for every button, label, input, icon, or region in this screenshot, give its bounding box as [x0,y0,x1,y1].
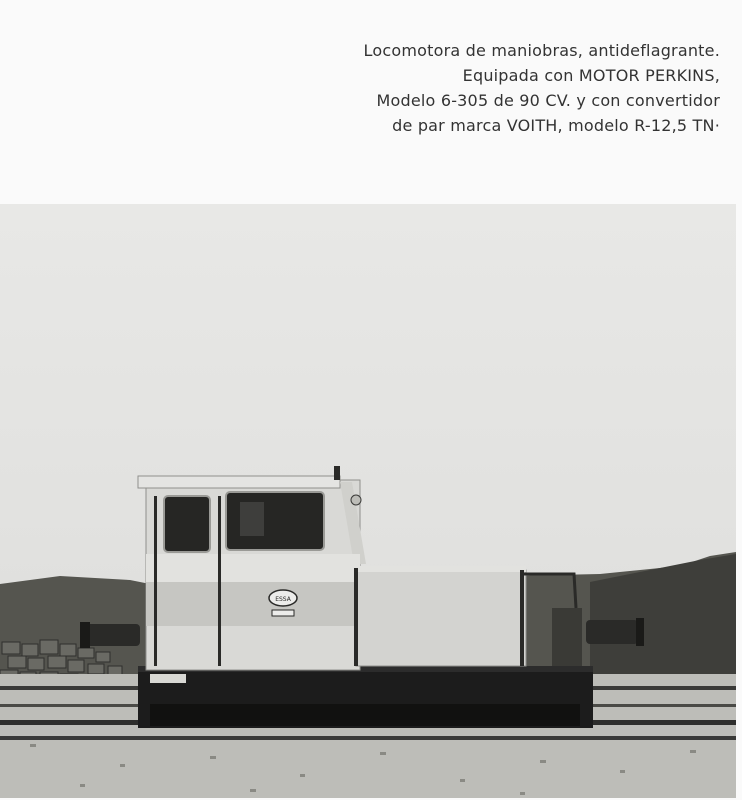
number-plate [150,674,186,683]
locomotive-photo [0,204,736,798]
caption-text [280,38,720,138]
cab-door-window [164,496,210,552]
buffer-left [86,624,140,646]
engine-hood [356,570,526,666]
cab-roof [138,476,340,488]
undercarriage [150,704,580,726]
cab-emblem-label: ESSA [275,596,291,603]
exhaust-stack [334,466,340,480]
caption-line: de par marca VOITH, modelo R-12,5 TN· [392,116,720,135]
headlamp [351,495,361,505]
door-seam [218,496,221,666]
caption-line: Locomotora de maniobras, antideflagrante. [363,41,720,60]
locomotive-illustration [0,204,736,798]
buffer-right [586,620,638,644]
caption-line: Equipada con MOTOR PERKINS, [462,66,720,85]
caption-line: Modelo 6-305 de 90 CV. y con convertidor [376,91,720,110]
